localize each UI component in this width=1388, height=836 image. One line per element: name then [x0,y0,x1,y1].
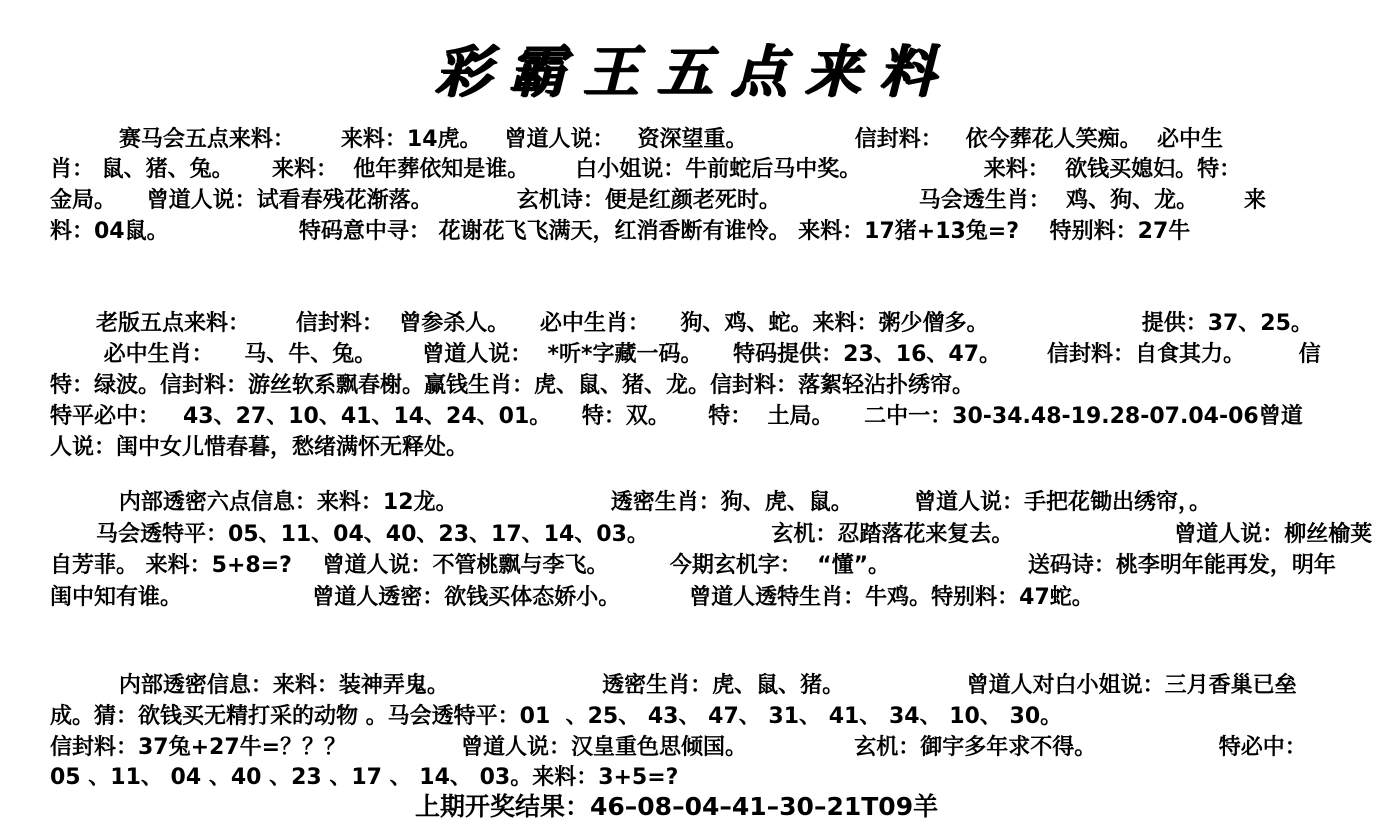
section3-line-3: 自芳菲。 来料：5+8=? 曾道人说：不管桃飘与李飞。 今期玄机字： “懂”。 送码诗：桃李明年能再发，明年 [50,553,1336,578]
page-title: 彩霸王五点来料 [435,39,953,105]
section4-line-1: 内部透密信息：来料：装神弄鬼。 透密生肖：虎、鼠、猪。 曾道人对白小姐说：三月香巢已垒 [50,673,1297,698]
section3-line-4: 闺中知有谁。 曾道人透密：欲钱买体态娇小。 曾道人透特生肖：牛鸡。特别料：47蛇。 [50,585,1094,610]
section1-line-2: 肖： 鼠、猪、兔。 来料： 他年葬依知是谁。 白小姐说：牛前蛇后马中奖。 来料： 欲钱买媳妇。特： [50,157,1242,182]
section1-line-3: 金局。 曾道人说：试看春残花渐落。 玄机诗：便是红颜老死时。 马会透生肖： 鸡、狗、龙。 来 [50,188,1267,213]
section2-line-3: 特：绿波。信封料：游丝软系飘春榭。赢钱生肖：虎、鼠、猪、龙。信封料：落絮轻沾扑绣帘。 [50,373,975,398]
section3-line-2: 马会透特平：05、11、04、40、23、17、14、03。 玄机：忍踏落花来复去。 曾道人说：柳丝榆荚 [50,522,1373,547]
section4-line-2: 成。猜：欲钱买无精打采的动物 。马会透特平：01 、25、 43、 47、 31、 41、 34、 10、 30。 [50,704,1063,729]
section3-line-1: 内部透密六点信息：来料：12龙。 透密生肖：狗、虎、鼠。 曾道人说：手把花锄出绣帘，。 [50,490,1212,515]
section4-line-3: 信封料：37兔+27牛=？？？ 曾道人说：汉皇重色思倾国。 玄机：御宇多年求不得。 特必中： [50,735,1307,760]
section2-line-4: 特平必中： 43、27、10、41、14、24、01。 特：双。 特： 土局。 二中一：30-34.48-19.28-07.04-06曾道 [50,404,1303,429]
section2-line-2: 必中生肖： 马、牛、兔。 曾道人说： *听*字藏一码。 特码提供：23、16、47。 信封料：自食其力。 信 [50,342,1321,367]
section1-line-1: 赛马会五点来料： 来料：14虎。 曾道人说： 资深望重。 信封料： 依今葬花人笑痴。 必中生 [50,127,1223,152]
previous-draw-result: 上期开奖结果：46–08–04–41–30–21T09羊 [415,792,939,821]
section4-line-4: 05 、11、 04 、40 、23 、17 、 14、 03。来料：3+5=? [50,765,679,790]
section2-line-5: 人说：闺中女儿惜春暮，愁绪满怀无释处。 [50,435,469,460]
section2-line-1: 老版五点来料： 信封料： 曾参杀人。 必中生肖： 狗、鸡、蛇。来料：粥少僧多。 提供：37、25。 [50,311,1313,336]
section1-line-4: 料：04鼠。 特码意中寻： 花谢花飞飞满天，红消香断有谁怜。 来料：17猪+13兔=? 特别料：27牛 [50,219,1191,244]
